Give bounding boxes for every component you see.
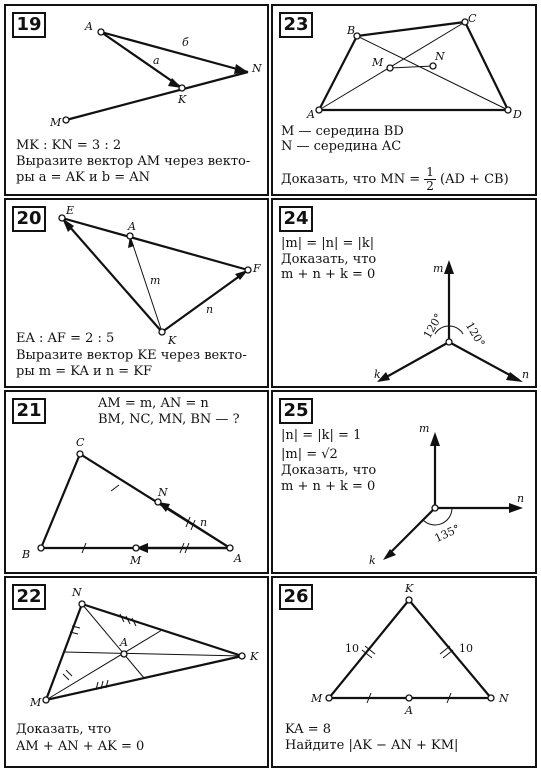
label-M: M [50,116,62,129]
label-K: K [405,582,414,595]
label-K: K [250,650,259,663]
angle-left: 120° [420,311,446,341]
figure-21 [6,392,271,576]
prove-label: Доказать, что [16,722,112,737]
problem-number: 25 [279,398,313,424]
label-N: N [158,486,168,499]
label-b: б [182,36,189,49]
label-D: D [513,108,522,121]
ratio-text: MK : KN = 3 : 2 [16,138,122,153]
label-M: M [130,554,142,567]
label-B: B [347,24,356,37]
prove-sum: (AD + CB) [440,172,509,187]
problem-26 [271,576,537,768]
label-M: M [311,692,323,705]
fraction-den: 2 [426,179,434,193]
task-line-1: Выразите вектор KE через векто- [16,348,247,363]
label-k: k [374,368,381,381]
problem-number: 22 [12,584,46,610]
label-N: N [72,586,82,599]
prove-statement: AM + AN + AK = 0 [16,739,145,754]
problem-number: 19 [12,12,46,38]
question: Найдите |AK − AN + KM| [285,738,459,753]
label-n: n [522,368,530,381]
given-2: |m| = √2 [281,447,338,462]
given: KA = 8 [285,722,332,737]
label-N: N [499,692,509,705]
label-A: A [128,220,136,233]
problem-24 [271,198,537,388]
prove-line [281,166,509,193]
label-B: B [22,548,31,561]
label-A: A [405,704,413,717]
label-m: m [419,422,430,435]
prove-statement: m + n + k = 0 [281,479,376,494]
label-m: m [150,274,161,287]
side-right: 10 [459,642,473,655]
problem-number: 23 [279,12,313,38]
question: BM, NC, MN, BN — ? [98,412,240,427]
task-line-2: ры a = AK и b = AN [16,170,150,185]
problem-number: 20 [12,206,46,232]
label-n: n [206,303,214,316]
problem-number: 21 [12,398,46,424]
label-M: M [30,696,42,709]
label-C: C [76,436,85,449]
given: AM = m, AN = n [98,396,209,411]
label-M: M [372,56,384,69]
task-line-2: ры m = KA и n = KF [16,364,153,379]
label-A: A [85,20,93,33]
problem-number: 24 [279,206,313,232]
fraction-num: 1 [426,165,434,179]
angle-right: 120° [462,319,488,350]
given-1: |n| = |k| = 1 [281,428,362,443]
prove-statement: m + n + k = 0 [281,267,376,282]
figure-24 [273,200,539,390]
problem-21 [4,390,269,574]
prove-text: Доказать, что MN = [281,172,425,187]
label-A: A [120,636,128,649]
label-K: K [168,334,177,347]
given-2: N — середина AC [281,139,402,154]
label-K: K [178,93,187,106]
label-m: m [433,262,444,275]
fraction [424,166,436,193]
label-C: C [468,12,477,25]
problem-19 [4,4,269,196]
label-n: n [517,492,525,505]
given: |m| = |n| = |k| [281,236,375,251]
label-N: N [252,62,262,75]
label-k: k [369,554,376,567]
label-F: F [253,262,261,275]
label-a: a [153,54,160,67]
problem-20 [4,198,269,388]
label-n: n [200,516,208,529]
label-N: N [435,50,445,63]
problem-23 [271,4,537,196]
ratio-text: EA : AF = 2 : 5 [16,331,115,346]
label-A: A [307,108,315,121]
side-left: 10 [345,642,359,655]
problem-22 [4,576,269,768]
label-A: A [234,552,242,565]
given-1: M — середина BD [281,124,404,139]
task-line-1: Выразите вектор AM через векто- [16,154,251,169]
problem-25 [271,390,537,574]
angle: 135° [432,522,463,545]
prove-label: Доказать, что [281,463,377,478]
label-E: E [66,204,75,217]
prove-label: Доказать, что [281,252,377,267]
problem-number: 26 [279,584,313,610]
